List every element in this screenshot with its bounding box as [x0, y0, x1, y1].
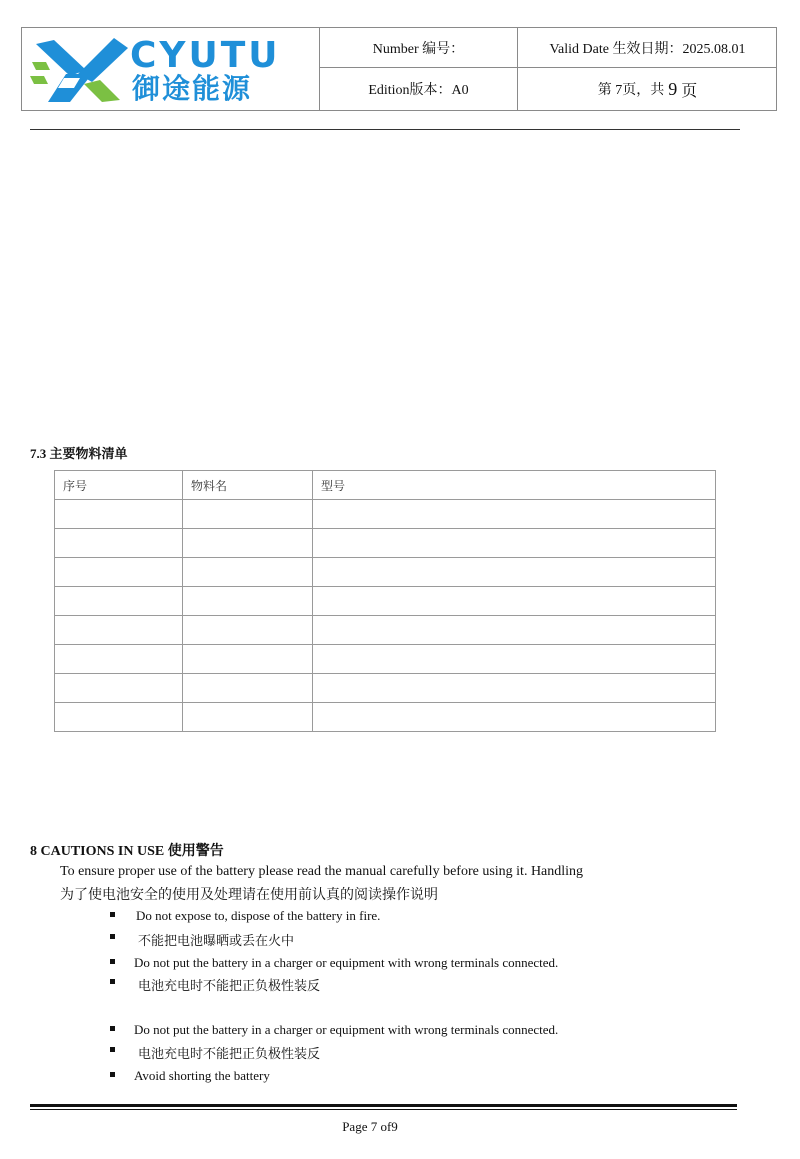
page-footer: Page 7 of9: [342, 1119, 398, 1134]
footer-rule-thin: [30, 1109, 737, 1110]
table-row: [55, 500, 716, 529]
table-cell: [55, 674, 183, 703]
bullet-square-icon: [110, 959, 115, 964]
table-cell: [313, 645, 716, 674]
caution-text: Do not expose to, dispose of the battery in fire.: [136, 908, 381, 923]
table-cell: [55, 529, 183, 558]
footer-rule-thick: [30, 1104, 737, 1107]
page-info-field: [518, 68, 777, 110]
table-cell: [313, 558, 716, 587]
table-cell: [313, 500, 716, 529]
table-row: [55, 529, 716, 558]
company-logo: [30, 36, 320, 104]
caution-text: Do not put the battery in a charger or equipment with wrong terminals connected.: [134, 1022, 559, 1037]
table-row: [55, 674, 716, 703]
bullet-square-icon: [110, 912, 115, 917]
table-row: [55, 587, 716, 616]
logo-mark-icon: [30, 36, 130, 104]
header-divider: [30, 129, 740, 130]
header-table: [21, 27, 777, 111]
table-cell: [183, 674, 313, 703]
page-info-suffix: 页: [681, 82, 698, 100]
table-cell: [313, 616, 716, 645]
table-cell: [183, 529, 313, 558]
column-header: 型号: [313, 471, 716, 500]
table-row: [55, 645, 716, 674]
number-field: Number 编号：: [372, 41, 465, 57]
table-header-row: [55, 471, 716, 500]
table-cell: [183, 645, 313, 674]
column-header: 序号: [55, 471, 183, 500]
materials-table: [54, 470, 716, 732]
table-cell: [55, 645, 183, 674]
table-cell: [183, 587, 313, 616]
bullet-square-icon: [110, 1072, 115, 1077]
caution-text: 电池充电时不能把正负极性装反: [138, 1047, 321, 1062]
table-row: [55, 616, 716, 645]
table-cell: [183, 500, 313, 529]
table-cell: [183, 558, 313, 587]
bullet-square-icon: [110, 1047, 115, 1052]
caution-text: Do not put the battery in a charger or equipment with wrong terminals connected.: [134, 955, 559, 970]
table-cell: [183, 616, 313, 645]
page-info-prefix: 第 7页，共: [597, 83, 665, 98]
table-cell: [313, 587, 716, 616]
table-cell: [55, 500, 183, 529]
caution-text: 不能把电池曝晒或丢在火中: [138, 934, 295, 949]
logo-chinese-name: 御途能源: [132, 72, 253, 105]
column-header: 物料名: [183, 471, 313, 500]
cautions-heading: 8 CAUTIONS IN USE 使用警告: [30, 844, 224, 859]
cautions-intro-cn: 为了使电池安全的使用及处理请在使用前认真的阅读操作说明: [60, 887, 438, 903]
edition-field: Edition版本：A0: [368, 83, 469, 98]
bullet-square-icon: [110, 934, 115, 939]
table-cell: [55, 558, 183, 587]
valid-date-field: Valid Date 生效日期：2025.08.01: [549, 41, 746, 57]
bullet-square-icon: [110, 979, 115, 984]
page-info-total: 9: [668, 78, 678, 99]
caution-text: 电池充电时不能把正负极性装反: [138, 979, 321, 994]
table-cell: [313, 674, 716, 703]
bullet-square-icon: [110, 1026, 115, 1031]
table-cell: [313, 529, 716, 558]
table-cell: [55, 616, 183, 645]
caution-text: Avoid shorting the battery: [134, 1068, 270, 1083]
table-cell: [55, 703, 183, 732]
table-cell: [313, 703, 716, 732]
table-cell: [55, 587, 183, 616]
table-cell: [183, 703, 313, 732]
cautions-intro-en: To ensure proper use of the battery please read the manual carefully before using it. Handling: [60, 864, 584, 879]
logo-wordmark: CYUTU: [130, 35, 281, 76]
table-row: [55, 558, 716, 587]
table-row: [55, 703, 716, 732]
materials-heading: 7.3 主要物料清单: [30, 446, 128, 461]
